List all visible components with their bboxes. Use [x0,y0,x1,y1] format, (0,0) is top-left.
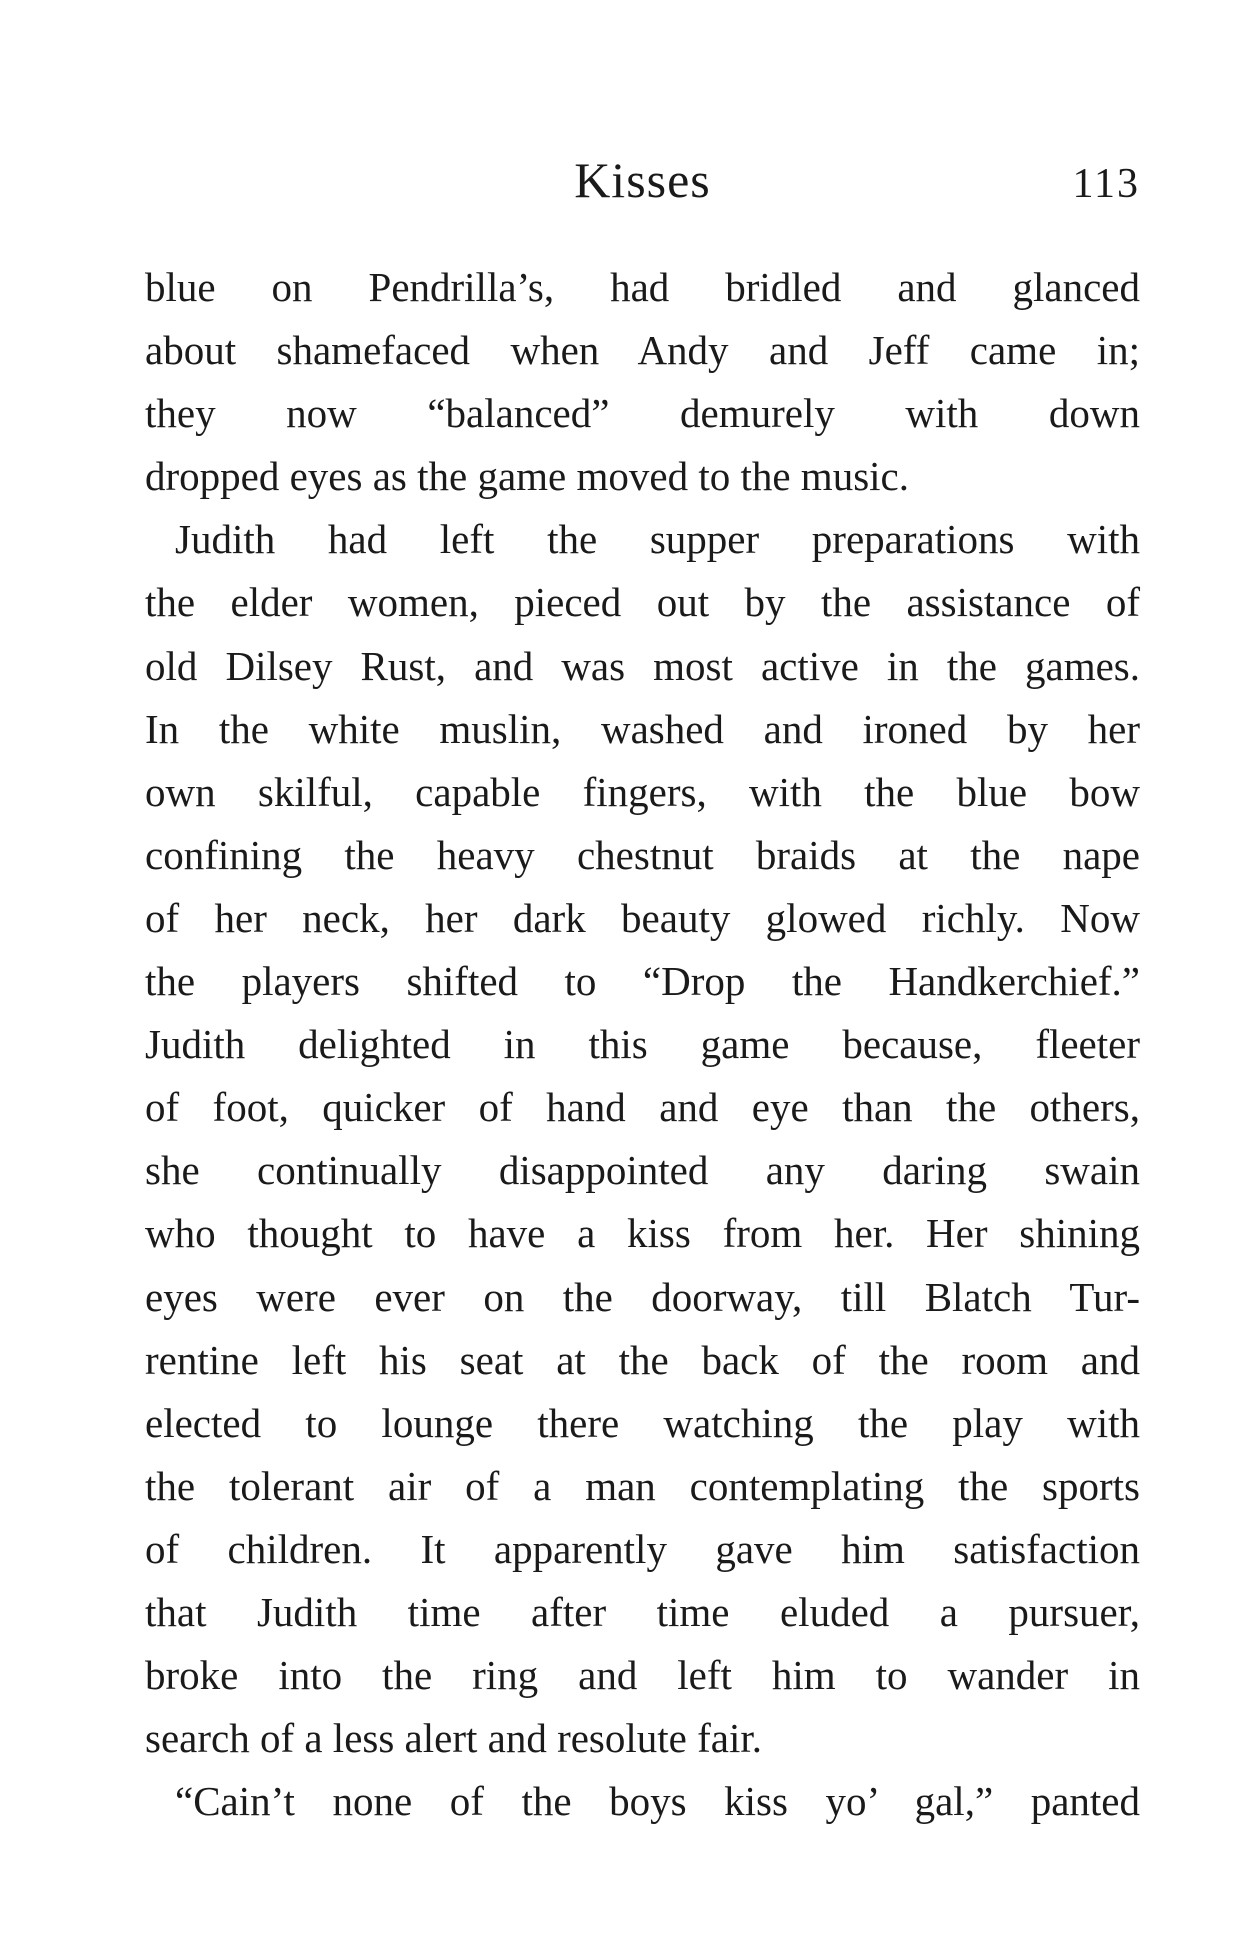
text-line: of foot, quicker of hand and eye than the others, [145,1084,1140,1131]
text-line: In the white muslin, washed and ironed by her [145,705,1140,752]
text-line: about shamefaced when Andy and Jeff came in; [145,327,1140,374]
text-line: confining the heavy chestnut braids at the nape [145,831,1140,878]
chapter-title: Kisses [574,152,711,208]
text-line: the tolerant air of a man contemplating the sports [145,1462,1140,1509]
text-line: elected to lounge there watching the play with [145,1399,1140,1446]
text-line: search of a less alert and resolute fair. [145,1715,763,1762]
body-text [145,256,1140,1833]
text-line: that Judith time after time eluded a pursuer, [145,1588,1140,1635]
text-line: eyes were ever on the doorway, till Blatch Tur- [145,1273,1140,1320]
text-line: Judith delighted in this game because, fleeter [145,1021,1140,1068]
text-line: she continually disappointed any daring swain [145,1147,1140,1194]
text-line: the players shifted to “Drop the Handkerchief.” [145,958,1140,1005]
text-line: rentine left his seat at the back of the room and [145,1336,1140,1383]
text-line: own skilful, capable fingers, with the blue bow [145,768,1140,815]
text-line: broke into the ring and left him to wander in [145,1652,1140,1699]
text-line: of children. It apparently gave him satisfaction [145,1525,1140,1572]
text-line: blue on Pendrilla’s, had bridled and glanced [145,264,1140,310]
page-number: 113 [1072,161,1140,207]
text-line: dropped eyes as the game moved to the music. [145,453,909,500]
text-line: the elder women, pieced out by the assistance of [145,579,1140,626]
text-line: “Cain’t none of the boys kiss yo’ gal,” panted [175,1778,1140,1825]
text-line: of her neck, her dark beauty glowed richly. Now [145,894,1140,941]
text-line: they now “balanced” demurely with down [145,390,1140,437]
text-line: who thought to have a kiss from her. Her shining [145,1210,1140,1257]
text-line: old Dilsey Rust, and was most active in the games. [145,642,1140,689]
running-head [145,150,1140,210]
text-line: Judith had left the supper preparations with [175,516,1140,563]
